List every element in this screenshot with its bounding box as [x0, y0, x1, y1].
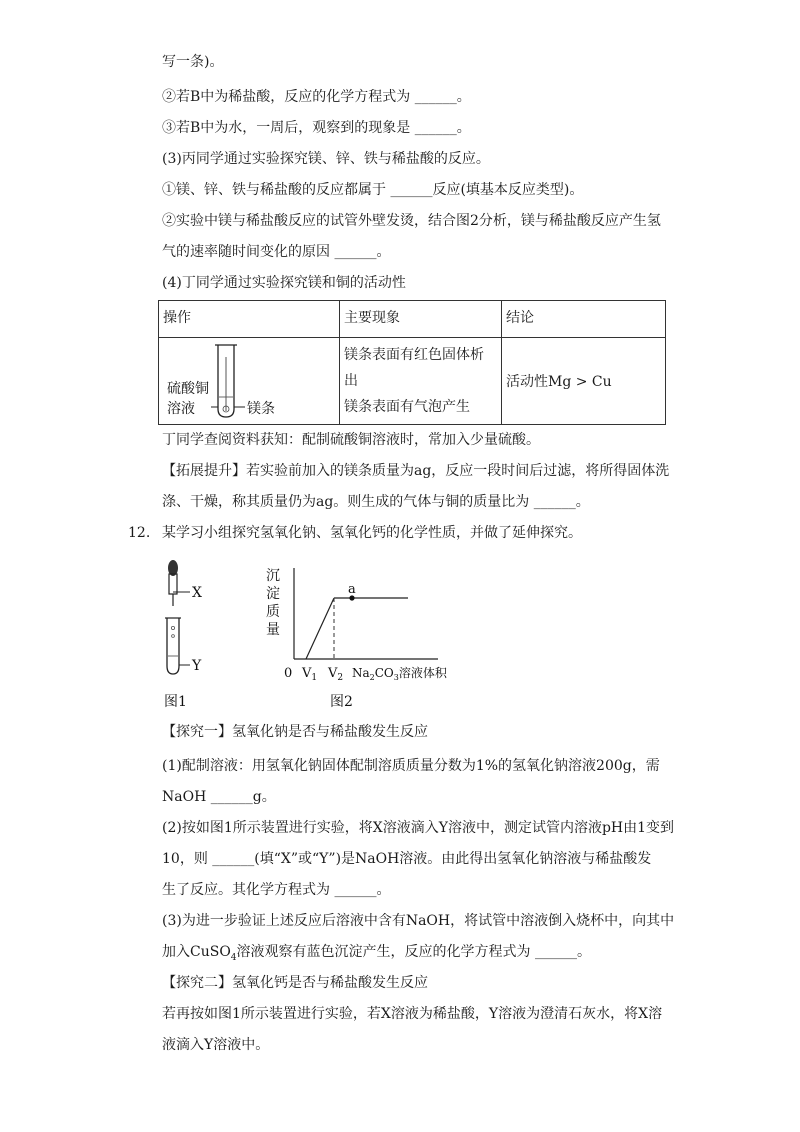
question-number: 12. — [128, 525, 151, 541]
text-line: ③若B中为水，一周后，观察到的现象是 ______。 — [162, 120, 471, 136]
text-line: (2)按如图1所示装置进行实验，将X溶液滴入Y溶液中，测定试管内溶液pH由1变到 — [162, 820, 675, 836]
table-row — [159, 338, 666, 425]
series-rising-segment — [306, 598, 334, 659]
text-line: 若再按如图1所示装置进行实验，若X溶液为稀盐酸，Y溶液为澄清石灰水，将X溶 — [162, 1006, 663, 1022]
table-header-cell: 操作 — [159, 301, 340, 338]
operation-cell — [159, 338, 340, 425]
dropper-icon — [168, 560, 178, 606]
v1-tick-label: $V_1$ — [302, 666, 318, 683]
table-header-cell: 结论 — [502, 301, 666, 338]
text-line: 【拓展提升】若实验前加入的镁条质量为ag，反应一段时间后过滤，将所得固体洗 — [162, 463, 670, 479]
figure-1-caption: 图1 — [164, 694, 187, 710]
y-axis-label-char: 质 — [266, 604, 280, 620]
text-line: ①镁、锌、铁与稀盐酸的反应都属于 ______反应(填基本反应类型)。 — [162, 182, 584, 198]
text-line: 液滴入Y溶液中。 — [162, 1037, 270, 1053]
text-line: (1)配制溶液：用氢氧化钠固体配制溶质质量分数为1%的氢氧化钠溶液200g，需 — [162, 758, 660, 774]
x-axis-label: $Na_2CO_3$溶液体积 — [352, 666, 447, 682]
text-line: 生了反应。其化学方程式为 ______。 — [162, 882, 391, 898]
text-line: 涤、干燥，称其质量仍为ag。则生成的气体与铜的质量比为 ______。 — [162, 494, 590, 510]
y-axis-label-char: 淀 — [266, 586, 280, 602]
section-title: 【探究二】氢氧化钙是否与稀盐酸发生反应 — [162, 975, 428, 991]
phenomena-cell — [340, 338, 502, 425]
text-line: 10，则 ______(填“X”或“Y”)是NaOH溶液。由此得出氢氧化钠溶液与稀盐酸发 — [162, 851, 652, 867]
figure-1 — [160, 556, 230, 716]
label-solution: 溶液 — [167, 401, 195, 417]
label-magnesium-strip: 镁条 — [247, 401, 275, 417]
test-tube-diagram — [163, 339, 335, 423]
question-stem: 某学习小组探究氢氧化钠、氢氧化钙的化学性质，并做了延伸探究。 — [162, 525, 582, 541]
text-line: (3)丙同学通过实验探究镁、锌、铁与稀盐酸的反应。 — [162, 151, 490, 167]
text-line: (3)为进一步验证上述反应后溶液中含有NaOH，将试管中溶液倒入烧杯中，向其中 — [162, 913, 675, 929]
figure-2-chart — [258, 560, 468, 716]
section-title: 【探究一】氢氧化钠是否与稀盐酸发生反应 — [162, 724, 428, 740]
figure-2-caption: 图2 — [330, 694, 353, 710]
phenomenon-2: 镁条表面有气泡产生 — [344, 399, 470, 415]
label-y: Y — [192, 658, 202, 674]
text-line: ②若B中为稀盐酸，反应的化学方程式为 ______。 — [162, 89, 471, 105]
text-line: ②实验中镁与稀盐酸反应的试管外壁发烫，结合图2分析，镁与稀盐酸反应产生氢 — [162, 213, 661, 229]
text-line: 丁同学查阅资料获知：配制硫酸铜溶液时，常加入少量硫酸。 — [162, 432, 540, 448]
point-a-label: a — [348, 582, 356, 597]
text-line: 气的速率随时间变化的原因 ______。 — [162, 244, 391, 260]
text-line: 加入CuSO$_4$溶液观察有蓝色沉淀产生，反应的化学方程式为 ______。 — [162, 944, 591, 963]
phenomenon-1: 镁条表面有红色固体析出 — [344, 347, 484, 389]
label-copper-sulfate: 硫酸铜 — [167, 381, 209, 397]
y-axis-label-char: 沉 — [266, 568, 280, 584]
text-line: 写一条)。 — [162, 54, 224, 70]
table-header-cell: 主要现象 — [340, 301, 502, 338]
text-line: NaOH ______g。 — [162, 789, 276, 805]
experiment-table — [158, 300, 666, 425]
test-tube-icon — [215, 345, 237, 417]
table-header-row — [159, 301, 666, 338]
v2-tick-label: $V_2$ — [328, 666, 344, 683]
origin-label: 0 — [284, 666, 293, 681]
label-x: X — [192, 585, 202, 601]
conclusion-cell: 活动性Mg > Cu — [502, 338, 666, 425]
test-tube-icon — [165, 618, 181, 674]
text-line: (4)丁同学通过实验探究镁和铜的活动性 — [162, 275, 406, 291]
y-axis-label-char: 量 — [266, 622, 280, 638]
